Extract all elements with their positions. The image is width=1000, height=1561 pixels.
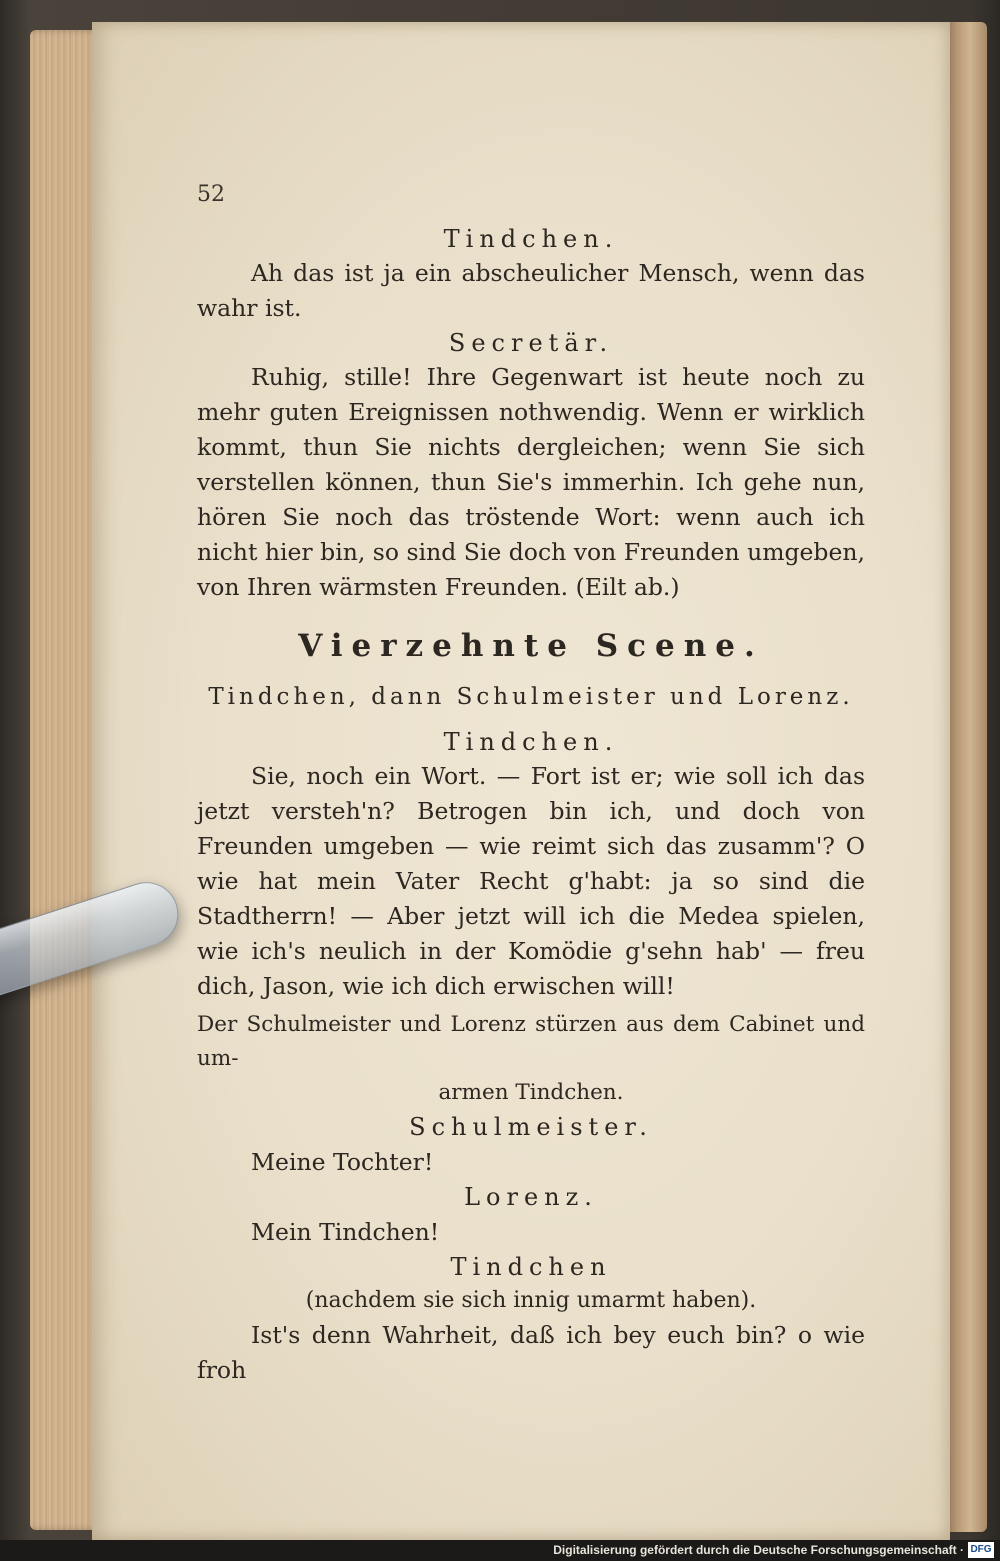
stage-direction-continued: armen Tindchen. bbox=[438, 1080, 624, 1105]
book-page bbox=[92, 22, 950, 1540]
dialogue-line: Meine Tochter! bbox=[251, 1148, 434, 1176]
speaker-secretaer: Secretär. bbox=[448, 329, 614, 357]
book-page-edges bbox=[30, 30, 100, 1530]
dialogue-paragraph: Ruhig, stille! Ihre Gegenwart ist heute noch zu mehr guten Ereignissen nothwendig. Wenn er wirklich kommt, thun Sie nichts dergleichen; wenn Sie sich verstellen können, thun Sie's immerhin. Ich gehe nun, hören Sie noch das tröstende Wort: wenn auch ich nicht hier bin, so sind Sie doch von Freunden umgeben, von Ihren wärmsten Freunden. (Eilt ab.) bbox=[197, 363, 865, 601]
speaker-tindchen: Tindchen bbox=[450, 1253, 612, 1281]
speaker-lorenz: Lorenz. bbox=[464, 1183, 598, 1211]
scene-title: Vierzehnte Scene. bbox=[298, 628, 764, 664]
page-number: 52 bbox=[197, 182, 225, 207]
dialogue-line: Ah das ist ja ein abscheulicher Mensch, wenn das wahr ist. bbox=[197, 259, 865, 322]
speaker-tindchen: Tindchen. bbox=[443, 728, 619, 756]
book-right-edge bbox=[945, 22, 987, 1532]
dfg-logo: DFG bbox=[968, 1542, 994, 1558]
speaker-tindchen: Tindchen. bbox=[443, 225, 619, 253]
dialogue-paragraph: Sie, noch ein Wort. — Fort ist er; wie soll ich das jetzt versteh'n? Betrogen bin ich, und doch von Freunden umgeben — wie reimt sich das zusamm'? O wie hat mein Vater Recht g'habt: ja so sind die Stadtherrn! — Aber jetzt will ich die Medea spielen, wie ich's neulich in der Komödie g'sehn hab' — freu dich, Jason, wie ich dich erwischen will! bbox=[197, 762, 865, 1000]
dialogue-line: Mein Tindchen! bbox=[251, 1218, 440, 1246]
scene-cast: Tindchen, dann Schulmeister und Lorenz. bbox=[208, 684, 854, 710]
funding-credit: Digitalisierung gefördert durch die Deutsche Forschungsgemeinschaft · bbox=[553, 1543, 964, 1557]
speaker-schulmeister: Schulmeister. bbox=[409, 1113, 653, 1141]
dialogue-line: Ist's denn Wahrheit, daß ich bey euch bin? o wie froh bbox=[197, 1321, 865, 1384]
page-text bbox=[197, 222, 865, 1388]
stage-direction: Der Schulmeister und Lorenz stürzen aus dem Cabinet und um- bbox=[197, 1012, 865, 1071]
parenthetical-direction: (nachdem sie sich innig umarmt haben). bbox=[305, 1288, 757, 1313]
